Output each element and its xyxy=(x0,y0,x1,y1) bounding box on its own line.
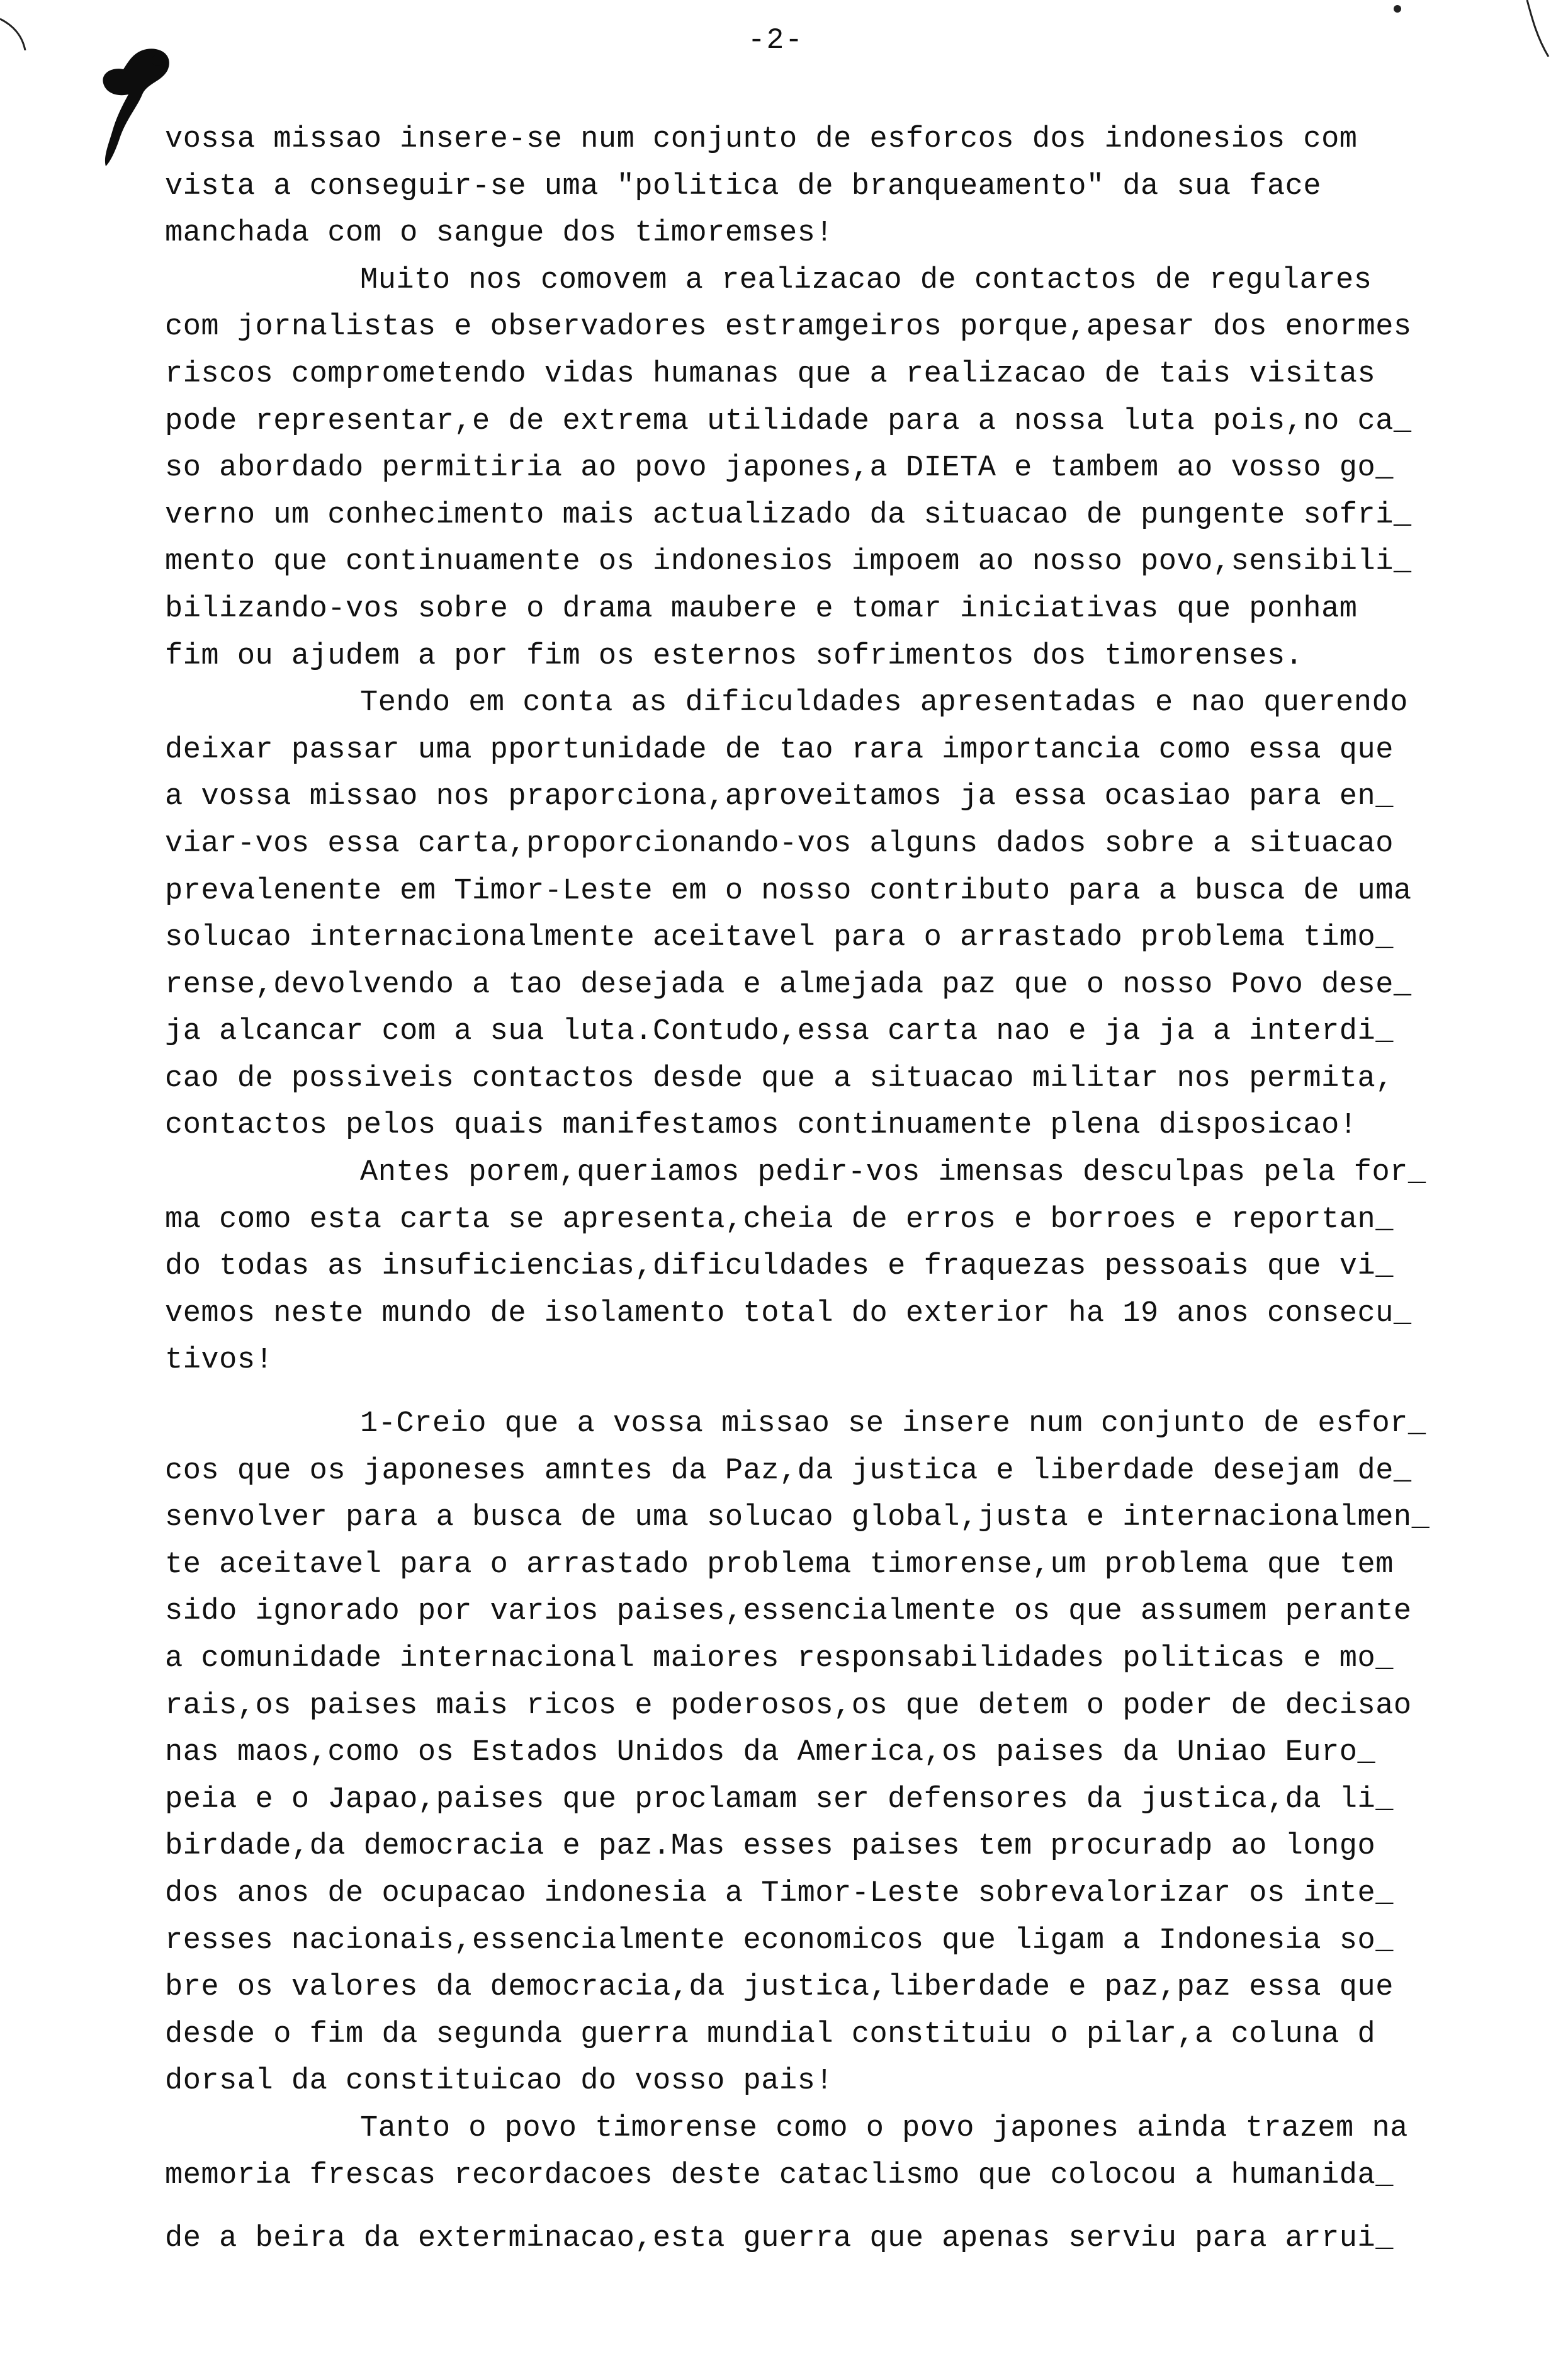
scan-corner-mark xyxy=(0,0,38,50)
text-line: Tendo em conta as dificuldades apresentadas e nao querendo xyxy=(360,686,1408,720)
text-line: viar-vos essa carta,proporcionando-vos alguns dados sobre a situacao xyxy=(165,827,1394,861)
text-line: birdade,da democracia e paz.Mas esses paises tem procuradp ao longo xyxy=(165,1830,1376,1864)
text-line: senvolver para a busca de uma solucao global,justa e internacionalmen_ xyxy=(165,1501,1430,1535)
text-line: so abordado permitiria ao povo japones,a DIETA e tambem ao vosso go_ xyxy=(165,451,1394,485)
text-line: bre os valores da democracia,da justica,liberdade e paz,paz essa que xyxy=(165,1971,1394,2005)
paragraph xyxy=(165,258,1518,680)
text-line: fim ou ajudem a por fim os esternos sofrimentos dos timorenses. xyxy=(165,639,1304,673)
text-line: riscos comprometendo vidas humanas que a realizacao de tais visitas xyxy=(165,357,1376,391)
text-line: rais,os paises mais ricos e poderosos,os que detem o poder de decisao xyxy=(165,1689,1412,1723)
scan-speck-mark xyxy=(1385,0,1410,25)
letter-body xyxy=(165,116,1518,2263)
text-line: Muito nos comovem a realizacao de contactos de regulares xyxy=(360,263,1372,297)
text-line: cao de possiveis contactos desde que a situacao militar nos permita, xyxy=(165,1062,1394,1096)
text-line: 1-Creio que a vossa missao se insere num conjunto de esfor_ xyxy=(360,1407,1426,1441)
text-line: tivos! xyxy=(165,1344,274,1378)
paragraph xyxy=(165,1150,1518,1385)
text-line: vemos neste mundo de isolamento total do exterior ha 19 anos consecu_ xyxy=(165,1296,1412,1330)
text-line: vista a conseguir-se uma "politica de branqueamento" da sua face xyxy=(165,169,1322,203)
text-line: deixar passar uma pportunidade de tao rara importancia como essa que xyxy=(165,733,1394,767)
text-line: resses nacionais,essencialmente economicos que ligam a Indonesia so_ xyxy=(165,1924,1394,1958)
paragraph xyxy=(165,1401,1518,2105)
text-line: te aceitavel para o arrastado problema timorense,um problema que tem xyxy=(165,1548,1394,1582)
text-line: dos anos de ocupacao indonesia a Timor-Leste sobrevalorizar os inte_ xyxy=(165,1876,1394,1910)
text-line: com jornalistas e observadores estramgeiros porque,apesar dos enormes xyxy=(165,310,1412,344)
text-line: Antes porem,queriamos pedir-vos imensas desculpas pela for_ xyxy=(360,1156,1426,1190)
text-line: a vossa missao nos praporciona,aproveitamos ja essa ocasiao para en_ xyxy=(165,780,1394,814)
text-line: de a beira da exterminacao,esta guerra que apenas serviu para arrui_ xyxy=(165,2222,1394,2256)
text-line: verno um conhecimento mais actualizado da situacao de pungente sofri_ xyxy=(165,498,1412,532)
text-line: desde o fim da segunda guerra mundial constituiu o pilar,a coluna d xyxy=(165,2017,1376,2051)
text-line: solucao internacionalmente aceitavel para o arrastado problema timo_ xyxy=(165,921,1394,955)
text-line: Tanto o povo timorense como o povo japones ainda trazem na xyxy=(360,2111,1408,2145)
paragraph xyxy=(165,116,1518,258)
text-line: cos que os japoneses amntes da Paz,da justica e liberdade desejam de_ xyxy=(165,1454,1412,1488)
paragraph xyxy=(165,680,1518,1150)
text-line: mento que continuamente os indonesios impoem ao nosso povo,sensibili_ xyxy=(165,545,1412,579)
paragraph xyxy=(165,2105,1518,2263)
text-line: sido ignorado por varios paises,essencialmente os que assumem perante xyxy=(165,1595,1412,1629)
scan-edge-mark xyxy=(1523,0,1551,57)
text-line: prevalenente em Timor-Leste em o nosso contributo para a busca de uma xyxy=(165,874,1412,908)
text-line: dorsal da constituicao do vosso pais! xyxy=(165,2065,834,2099)
text-line: bilizando-vos sobre o drama maubere e tomar iniciativas que ponham xyxy=(165,592,1358,626)
text-line: peia e o Japao,paises que proclamam ser defensores da justica,da li_ xyxy=(165,1782,1394,1816)
text-line: nas maos,como os Estados Unidos da America,os paises da Uniao Euro_ xyxy=(165,1736,1376,1770)
text-line: do todas as insuficiencias,dificuldades e fraquezas pessoais que vi_ xyxy=(165,1250,1394,1284)
text-line: ma como esta carta se apresenta,cheia de erros e borroes e reportan_ xyxy=(165,1203,1394,1237)
text-line: memoria frescas recordacoes deste cataclismo que colocou a humanida_ xyxy=(165,2158,1394,2192)
text-line: manchada com o sangue dos timoremses! xyxy=(165,217,834,251)
text-line: pode representar,e de extrema utilidade para a nossa luta pois,no ca_ xyxy=(165,404,1412,438)
text-line: ja alcancar com a sua luta.Contudo,essa carta nao e ja ja a interdi_ xyxy=(165,1015,1394,1049)
text-line: contactos pelos quais manifestamos continuamente plena disposicao! xyxy=(165,1109,1358,1143)
text-line: rense,devolvendo a tao desejada e almejada paz que o nosso Povo dese_ xyxy=(165,968,1412,1002)
page-number: -2- xyxy=(748,24,804,57)
text-line: a comunidade internacional maiores responsabilidades politicas e mo_ xyxy=(165,1642,1394,1675)
text-line: vossa missao insere-se num conjunto de esforcos dos indonesios com xyxy=(165,123,1358,156)
